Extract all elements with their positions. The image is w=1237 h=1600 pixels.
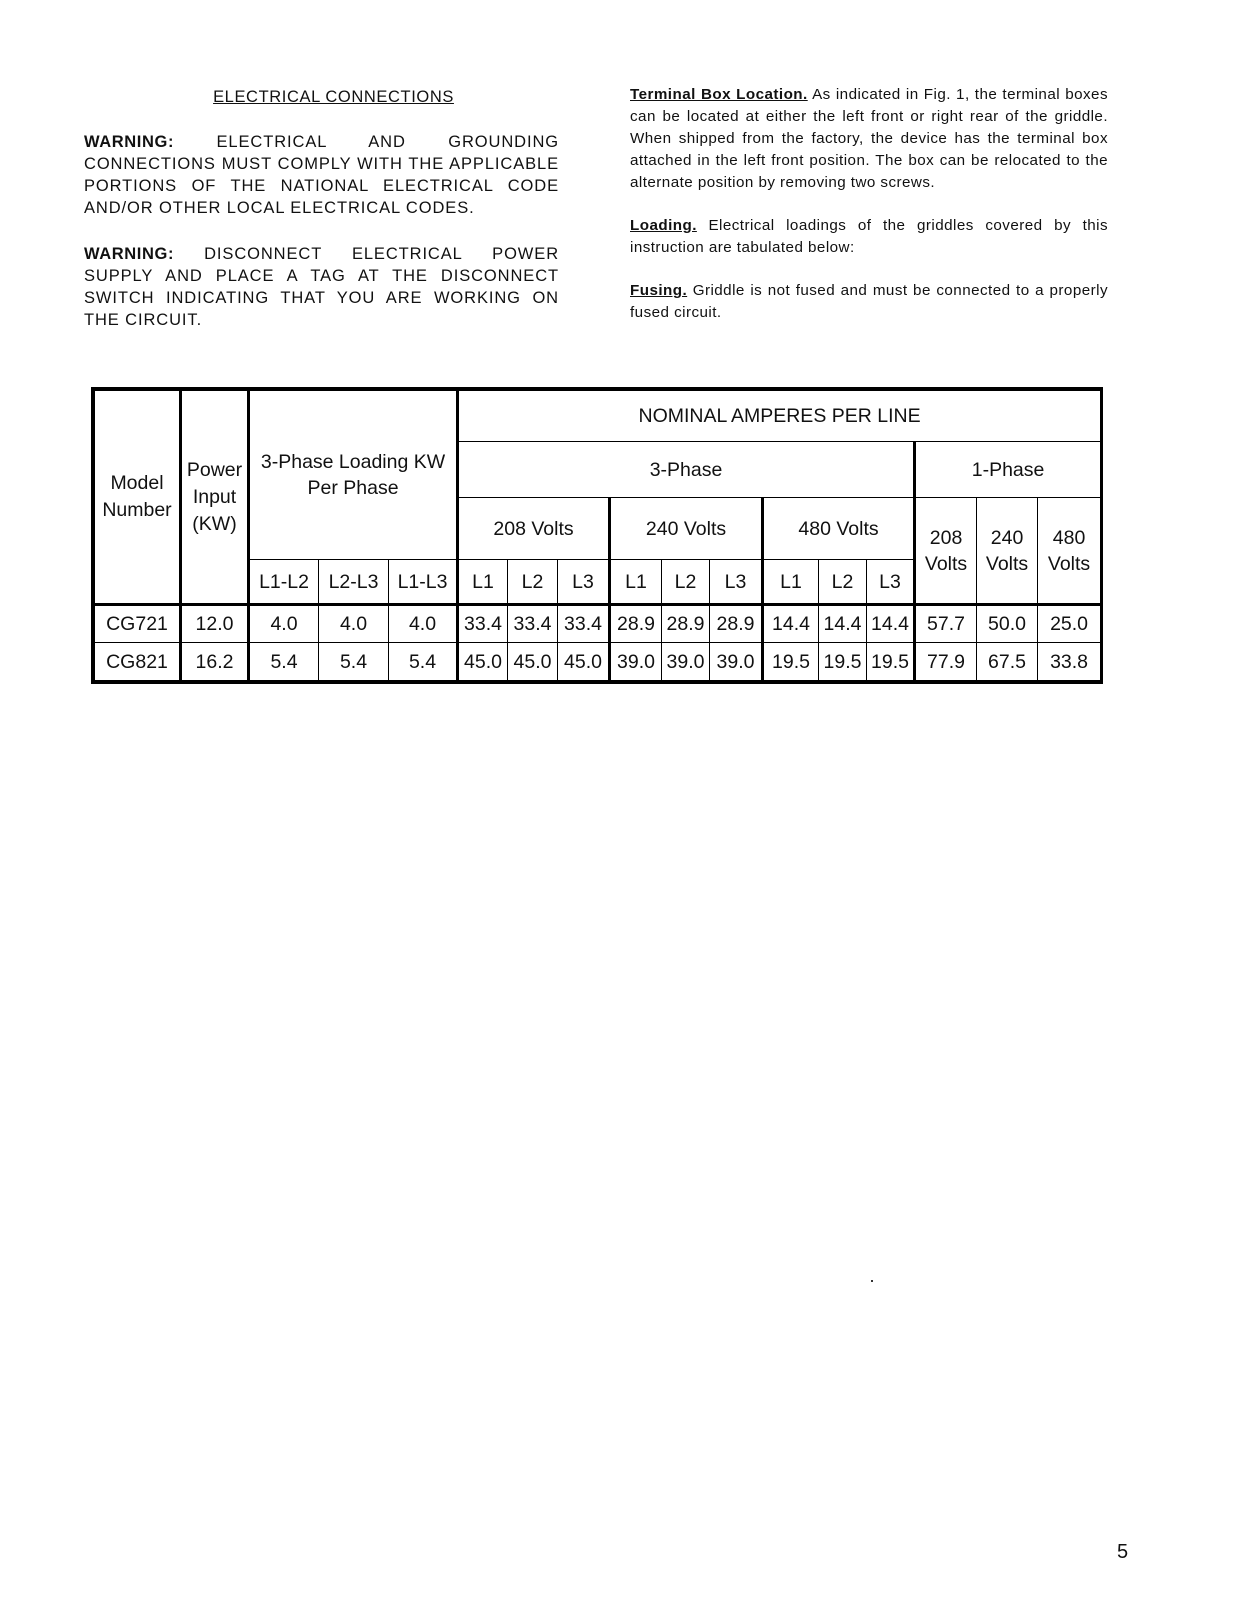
scan-speck (871, 1280, 873, 1282)
page-number: 5 (1117, 1541, 1129, 1563)
cell-amps-480: 14.4 (763, 605, 819, 643)
loading-heading: Loading. (630, 217, 697, 234)
terminal-box-heading: Terminal Box Location. (630, 86, 808, 103)
warning-text: ELECTRICAL AND GROUNDING CONNECTIONS MUST COMPLY WITH THE APPLICABLE PORTIONS OF THE NATIONAL ELECTRICAL CODE AND/OR OTHER LOCAL ELECTRICAL CODES. (84, 133, 560, 217)
cell-amps-480: 19.5 (763, 643, 819, 681)
warning-label: WARNING: (84, 245, 175, 263)
header-three-phase: 3-Phase (458, 442, 915, 498)
header-model-number: Model Number (95, 391, 181, 605)
fusing-heading: Fusing. (630, 282, 688, 299)
header-loading-col: L1-L3 (389, 560, 458, 605)
cell-model: CG821 (95, 643, 181, 681)
cell-amps-208: 33.4 (458, 605, 508, 643)
header-one-phase: 1-Phase (915, 442, 1101, 498)
loading-paragraph (630, 215, 1108, 259)
header-line-col: L3 (710, 560, 763, 605)
warning-disconnect (84, 243, 559, 331)
table-row (95, 605, 1101, 643)
right-column (630, 84, 1108, 345)
header-line-col: L1 (610, 560, 662, 605)
cell-amps-240: 28.9 (662, 605, 710, 643)
cell-loading: 4.0 (319, 605, 389, 643)
cell-amps-240: 28.9 (610, 605, 662, 643)
header-single-208-volts: 208 Volts (915, 498, 977, 605)
header-208-volts: 208 Volts (458, 498, 610, 560)
cell-amps-208: 33.4 (558, 605, 610, 643)
header-single-480-volts: 480 Volts (1038, 498, 1101, 605)
cell-model: CG721 (95, 605, 181, 643)
loading-text: Electrical loadings of the griddles covered by this instruction are tabulated below: (630, 217, 1109, 256)
warning-grounding (84, 131, 559, 219)
header-nominal-amperes: NOMINAL AMPERES PER LINE (458, 391, 1101, 442)
cell-amps-480: 14.4 (867, 605, 915, 643)
cell-amps-240: 39.0 (662, 643, 710, 681)
cell-amps-480: 14.4 (819, 605, 867, 643)
electrical-loading-table (91, 387, 1103, 684)
cell-power: 12.0 (181, 605, 249, 643)
cell-amps-single: 57.7 (915, 605, 977, 643)
section-title: ELECTRICAL CONNECTIONS (213, 88, 454, 106)
terminal-box-text: As indicated in Fig. 1, the terminal boxes can be located at either the left front or right rear of the griddle. When shipped from the factory, the device has the terminal box attached in the left front position. The box can be relocated to the alternate position by removing two screws. (630, 86, 1109, 191)
header-single-240-volts: 240 Volts (977, 498, 1038, 605)
terminal-box-paragraph (630, 84, 1108, 194)
header-480-volts: 480 Volts (763, 498, 915, 560)
left-column (84, 84, 559, 355)
header-line-col: L2 (819, 560, 867, 605)
cell-amps-480: 19.5 (819, 643, 867, 681)
cell-amps-single: 77.9 (915, 643, 977, 681)
cell-amps-208: 33.4 (508, 605, 558, 643)
cell-power: 16.2 (181, 643, 249, 681)
cell-amps-208: 45.0 (558, 643, 610, 681)
cell-amps-single: 50.0 (977, 605, 1038, 643)
header-line-col: L3 (867, 560, 915, 605)
header-loading-col: L1-L2 (249, 560, 319, 605)
cell-loading: 5.4 (389, 643, 458, 681)
warning-text: DISCONNECT ELECTRICAL POWER SUPPLY AND PLACE A TAG AT THE DISCONNECT SWITCH INDICATING THAT YOU ARE WORKING ON THE CIRCUIT. (84, 245, 560, 329)
cell-amps-240: 39.0 (710, 643, 763, 681)
header-loading-col: L2-L3 (319, 560, 389, 605)
cell-amps-208: 45.0 (508, 643, 558, 681)
header-240-volts: 240 Volts (610, 498, 763, 560)
cell-amps-208: 45.0 (458, 643, 508, 681)
cell-amps-240: 28.9 (710, 605, 763, 643)
header-line-col: L1 (458, 560, 508, 605)
header-line-col: L2 (662, 560, 710, 605)
fusing-text: Griddle is not fused and must be connected to a properly fused circuit. (630, 282, 1108, 321)
cell-amps-single: 67.5 (977, 643, 1038, 681)
cell-loading: 4.0 (249, 605, 319, 643)
cell-amps-single: 25.0 (1038, 605, 1101, 643)
cell-loading: 4.0 (389, 605, 458, 643)
header-line-col: L1 (763, 560, 819, 605)
cell-loading: 5.4 (249, 643, 319, 681)
warning-label: WARNING: (84, 133, 175, 151)
cell-loading: 5.4 (319, 643, 389, 681)
cell-amps-480: 19.5 (867, 643, 915, 681)
table-row (95, 643, 1101, 681)
header-line-col: L2 (508, 560, 558, 605)
cell-amps-single: 33.8 (1038, 643, 1101, 681)
fusing-paragraph (630, 280, 1108, 324)
header-power-input: Power Input (KW) (181, 391, 249, 605)
header-line-col: L3 (558, 560, 610, 605)
header-phase-loading: 3-Phase Loading KW Per Phase (249, 391, 458, 560)
cell-amps-240: 39.0 (610, 643, 662, 681)
